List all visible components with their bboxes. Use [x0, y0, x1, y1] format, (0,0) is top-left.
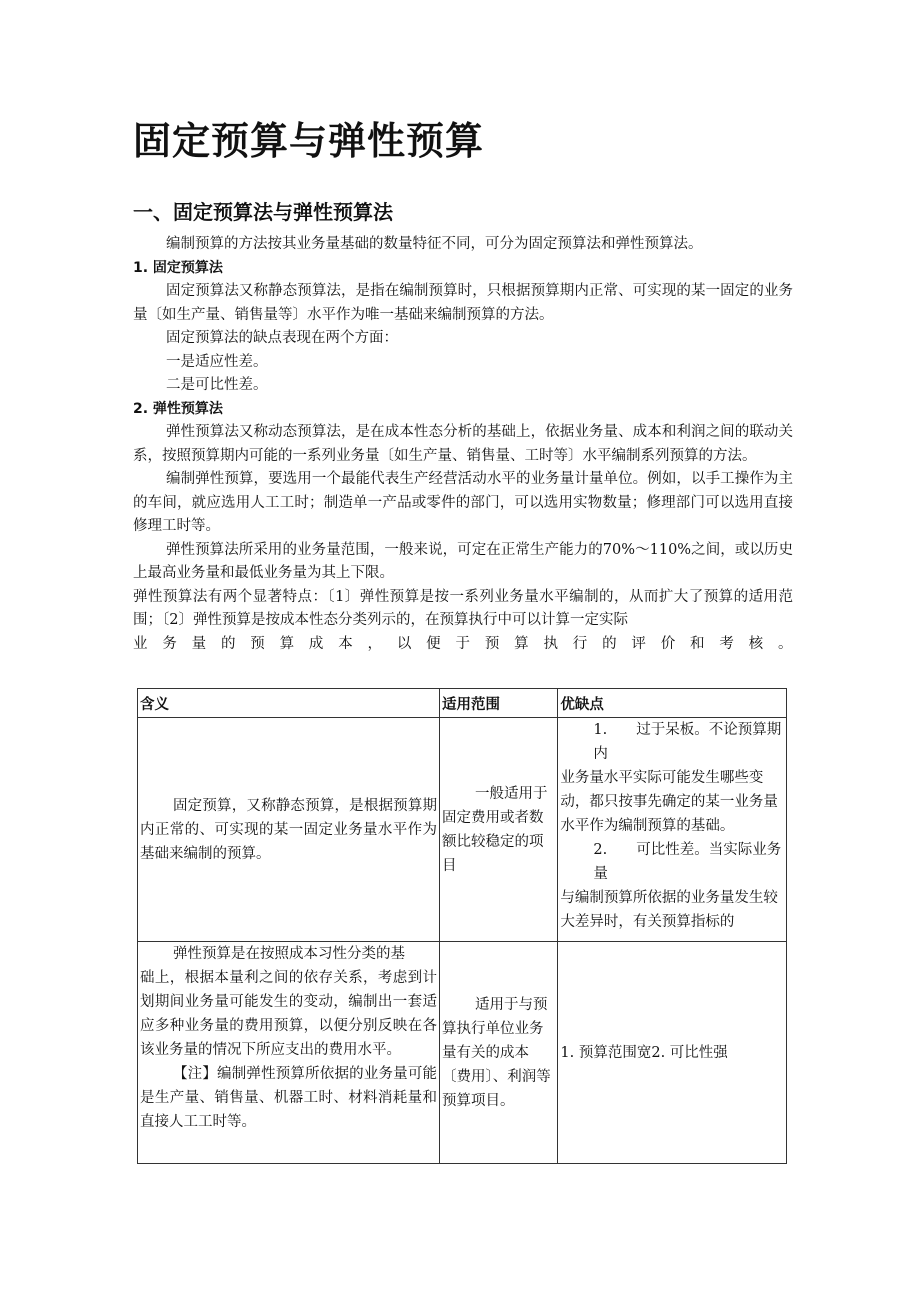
doc-body [133, 233, 793, 656]
fixed-meaning-text: 固定预算，又称静态预算，是根据预算期内正常的、可实现的某一固定业务量水平作为基础来编制的预算。 [140, 797, 438, 862]
fixed-drawback-2: 二是可比性差。 [166, 377, 268, 393]
doc-title: 固定预算与弹性预算 [133, 119, 485, 163]
flexible-features-last: 业务量的预算成本，以便于预算执行的评价和考核。 [133, 635, 793, 652]
fixed-drawback-1: 一是适应性差。 [166, 353, 268, 370]
comparison-table [137, 688, 787, 1164]
fixed-heading: 1. 固定预算法 [133, 259, 223, 276]
header-pros-cons: 优缺点 [558, 689, 787, 718]
flexible-range: 弹性预算法所采用的业务量范围，一般来说，可定在正常生产能力的70%～110%之间，或以历史上最高业务量和最低业务量为其上下限。 [133, 541, 793, 581]
fixed-definition: 固定预算法又称静态预算法，是指在编制预算时，只根据预算期内正常、可实现的某一固定的业务量〔如生产量、销售量等〕水平作为唯一基础来编制预算的方法。 [133, 283, 793, 323]
flexible-definition: 弹性预算法又称动态预算法，是在成本性态分析的基础上，依据业务量、成本和利润之间的联动关系，按照预算期内可能的一系列业务量〔如生产量、销售量、工时等〕水平编制系列预算的方法。 [133, 424, 793, 464]
section-heading: 一、固定预算法与弹性预算法 [133, 200, 393, 224]
fixed-cons-2-text: 与编制预算所依据的业务量发生较大差异时，有关预算指标的 [560, 890, 778, 930]
flexible-pros-text: 1. 预算范围宽2. 可比性强 [560, 1044, 728, 1061]
flexible-pros-cons-cell [558, 942, 787, 1164]
intro-paragraph: 编制预算的方法按其业务量基础的数量特征不同，可分为固定预算法和弹性预算法。 [166, 236, 703, 252]
table-row [138, 942, 787, 1164]
fixed-cons-1-text: 业务量水平实际可能发生哪些变动，都只按事先确定的某一业务量水平作为编制预算的基础。 [560, 770, 778, 834]
flexible-meaning-text: 础上，根据本量利之间的依存关系，考虑到计划期间业务量可能发生的变动，编制出一套适应多种业务量的费用预算，以便分别反映在各该业务量的情况下所应支出的费用水平。 [140, 970, 438, 1058]
flexible-scope-cell [440, 942, 558, 1164]
table-row [138, 718, 787, 942]
fixed-drawbacks-intro: 固定预算法的缺点表现在两个方面： [166, 330, 398, 346]
header-scope: 适用范围 [440, 689, 558, 718]
fixed-scope-cell [440, 718, 558, 942]
fixed-meaning-cell [138, 718, 440, 942]
fixed-pros-cons-cell [558, 718, 787, 942]
flexible-features: 弹性预算法有两个显著特点：〔1〕弹性预算是按一系列业务量水平编制的，从而扩大了预算的适用范围；〔2〕弹性预算是按成本性态分类列示的，在预算执行中可以计算一定实际 [133, 588, 793, 628]
flexible-meaning-cell [138, 942, 440, 1164]
table-header-row [138, 689, 787, 718]
flexible-heading: 2. 弹性预算法 [133, 400, 223, 417]
fixed-cons-2-lead: 2. 可比性差。当实际业务量 [593, 842, 782, 882]
flexible-unit: 编制弹性预算，要选用一个最能代表生产经营活动水平的业务量计量单位。例如，以手工操作为主的车间，就应选用人工工时；制造单一产品或零件的部门，可以选用实物数量；修理部门可以选用直接修理工时等。 [133, 471, 793, 534]
header-meaning: 含义 [138, 689, 440, 718]
flexible-scope-text: 适用于与预算执行单位业务量有关的成本〔费用〕、利润等预算项目。 [442, 996, 551, 1109]
flexible-meaning-lead: 弹性预算是在按照成本习性分类的基 [173, 946, 405, 962]
fixed-cons-1-lead: 1. 过于呆板。不论预算期内 [593, 722, 782, 762]
flexible-note: 【注】编制弹性预算所依据的业务量可能是生产量、销售量、机器工时、材料消耗量和直接人工工时等。 [140, 1066, 438, 1130]
fixed-scope-text: 一般适用于固定费用或者数额比较稳定的项目 [442, 785, 548, 874]
